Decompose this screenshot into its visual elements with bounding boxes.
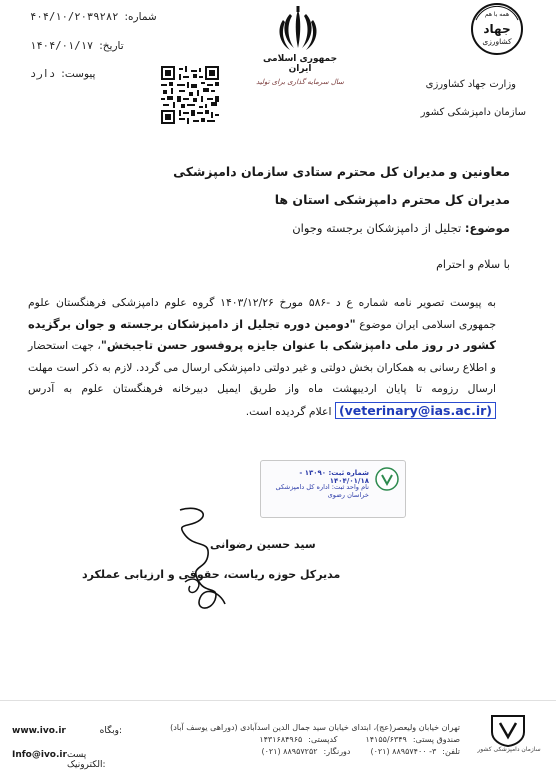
logo-text-main: جهاد xyxy=(483,22,511,36)
body-part-2: ، جهت استحضار و اطلاع رسانی به همکاران بخش دولتی و غیر دولتی دامپزشکی ارسال می گردد. لازم به ذکر است مهلت ارسال رزومه تا پایان اردیبهشت ماه واز طریق ایمیل دبیرخانه فرهنگستان علوم به آدرس xyxy=(28,339,496,395)
letter-body xyxy=(28,292,496,422)
subject-line xyxy=(292,221,510,235)
body-email-link[interactable]: (veterinary@ias.ac.ir) xyxy=(335,402,496,419)
footer-email-row xyxy=(12,750,122,770)
body-part-1: به پیوست تصویر نامه شماره ع د -۵۸۶ مورخ ۱۴۰۳/۱۲/۲۶ گروه علوم دامپزشکی فرهنگستان علوم جمهوری اسلامی ایران موضوع xyxy=(28,296,497,331)
letter-number xyxy=(30,10,160,24)
jahad-keshavarzi-logo-icon xyxy=(470,2,524,56)
signature-scribble xyxy=(150,500,260,620)
footer-postal-label: کدپستی: xyxy=(308,735,338,744)
body-part-3: اعلام گردیده است. xyxy=(245,404,332,418)
footer-fax-label: دورنگار: xyxy=(323,747,351,756)
footer-address-line: تهران خیابان ولیعصر(عج)، ابتدای خیابان سید جمال الدین اسدآبادی (دوراهی یوسف آباد) xyxy=(170,723,460,732)
addressee-1: معاونین و مدیران کل محترم ستادی سازمان دامپزشکی xyxy=(173,164,510,179)
registration-stamp xyxy=(260,460,406,518)
footer-web-row xyxy=(12,726,122,736)
letter-attachment xyxy=(30,67,160,81)
footer-contact xyxy=(12,726,122,770)
ministry-name: وزارت جهاد کشاورزی xyxy=(425,79,516,90)
footer-address xyxy=(170,723,460,756)
footer-divider xyxy=(0,700,556,701)
footer-fax-value: ۸۸۹۵۷۲۵۲ (۰۲۱) xyxy=(261,747,318,756)
iran-emblem-icon xyxy=(272,4,324,58)
logo-text-top: همه با هم xyxy=(484,11,510,18)
logo-text-sub: کشاورزی xyxy=(482,37,512,46)
letter-date-value: ۱۴۰۴/۰۱/۱۷ xyxy=(30,40,94,52)
body-award-title: "دومین دوره تجلیل از دامپزشکان برجسته و جوان برگزیده کشور در روز ملی دامپزشکی با عنوان جایزه پروفسور حسن تاجبخش" xyxy=(28,316,496,352)
footer-email-label: پست الکترونیک: xyxy=(66,750,106,770)
footer-po-value: ۱۴۱۵۵/۶۳۴۹ xyxy=(365,735,407,744)
emblem-caption: جمهوری اسلامی ایران xyxy=(262,54,338,74)
subject-label: موضوع: xyxy=(464,221,510,235)
letter-date-label: تاریخ: xyxy=(99,40,124,52)
footer-web-value[interactable]: www.ivo.ir xyxy=(12,726,66,736)
signatory-title: مدیرکل حوزه ریاست، حقوقی و ارزیابی عملکرد xyxy=(82,568,341,581)
organization-name: سازمان دامپزشکی کشور xyxy=(420,107,526,118)
qr-code-icon xyxy=(161,66,219,124)
greeting: با سلام و احترام xyxy=(436,258,510,271)
signatory-name: سید حسین رضوانی xyxy=(210,538,316,551)
stamp-logo-icon xyxy=(375,467,399,491)
stamp-registration-number: شماره ثبت: ۱۳۰۹۰ - ۱۴۰۴/۰۱/۱۸ xyxy=(299,469,369,485)
footer-po-label: صندوق پستی: xyxy=(412,735,460,744)
footer-email-value[interactable]: Info@ivo.ir xyxy=(12,750,67,760)
letter-date xyxy=(30,39,160,53)
letter-number-label: شماره: xyxy=(124,11,157,23)
footer-phone-row xyxy=(170,747,460,756)
footer-web-label: وبگاه: xyxy=(99,726,122,736)
letter-attachment-value: دارد xyxy=(30,68,56,80)
footer-phone-value: ۳- ۸۸۹۵۷۴۰۰ (۰۲۱) xyxy=(370,747,437,756)
addressee-2: مدیران کل محترم دامپزشکی استان ها xyxy=(274,192,510,207)
footer-postal-value: ۱۴۳۱۶۸۴۹۶۵ xyxy=(259,735,303,744)
year-motto: سال سرمایه گذاری برای تولید xyxy=(256,78,344,86)
subject-text: تجلیل از دامپزشکان برجسته وجوان xyxy=(292,221,462,235)
footer-po-row xyxy=(170,735,460,744)
letter-attachment-label: پیوست: xyxy=(61,68,96,80)
ivo-footer-logo-icon xyxy=(488,712,528,748)
stamp-unit-name: نام واحد ثبت: اداره کل دامپزشکی خراسان رضوی xyxy=(275,483,369,499)
footer-phone-label: تلفن: xyxy=(442,747,460,756)
letter-number-value: ۴۰۴/۱۰/۲۰۳۹۲۸۲ xyxy=(30,11,119,23)
footer-logo-caption: سازمان دامپزشکی کشور xyxy=(477,746,541,753)
